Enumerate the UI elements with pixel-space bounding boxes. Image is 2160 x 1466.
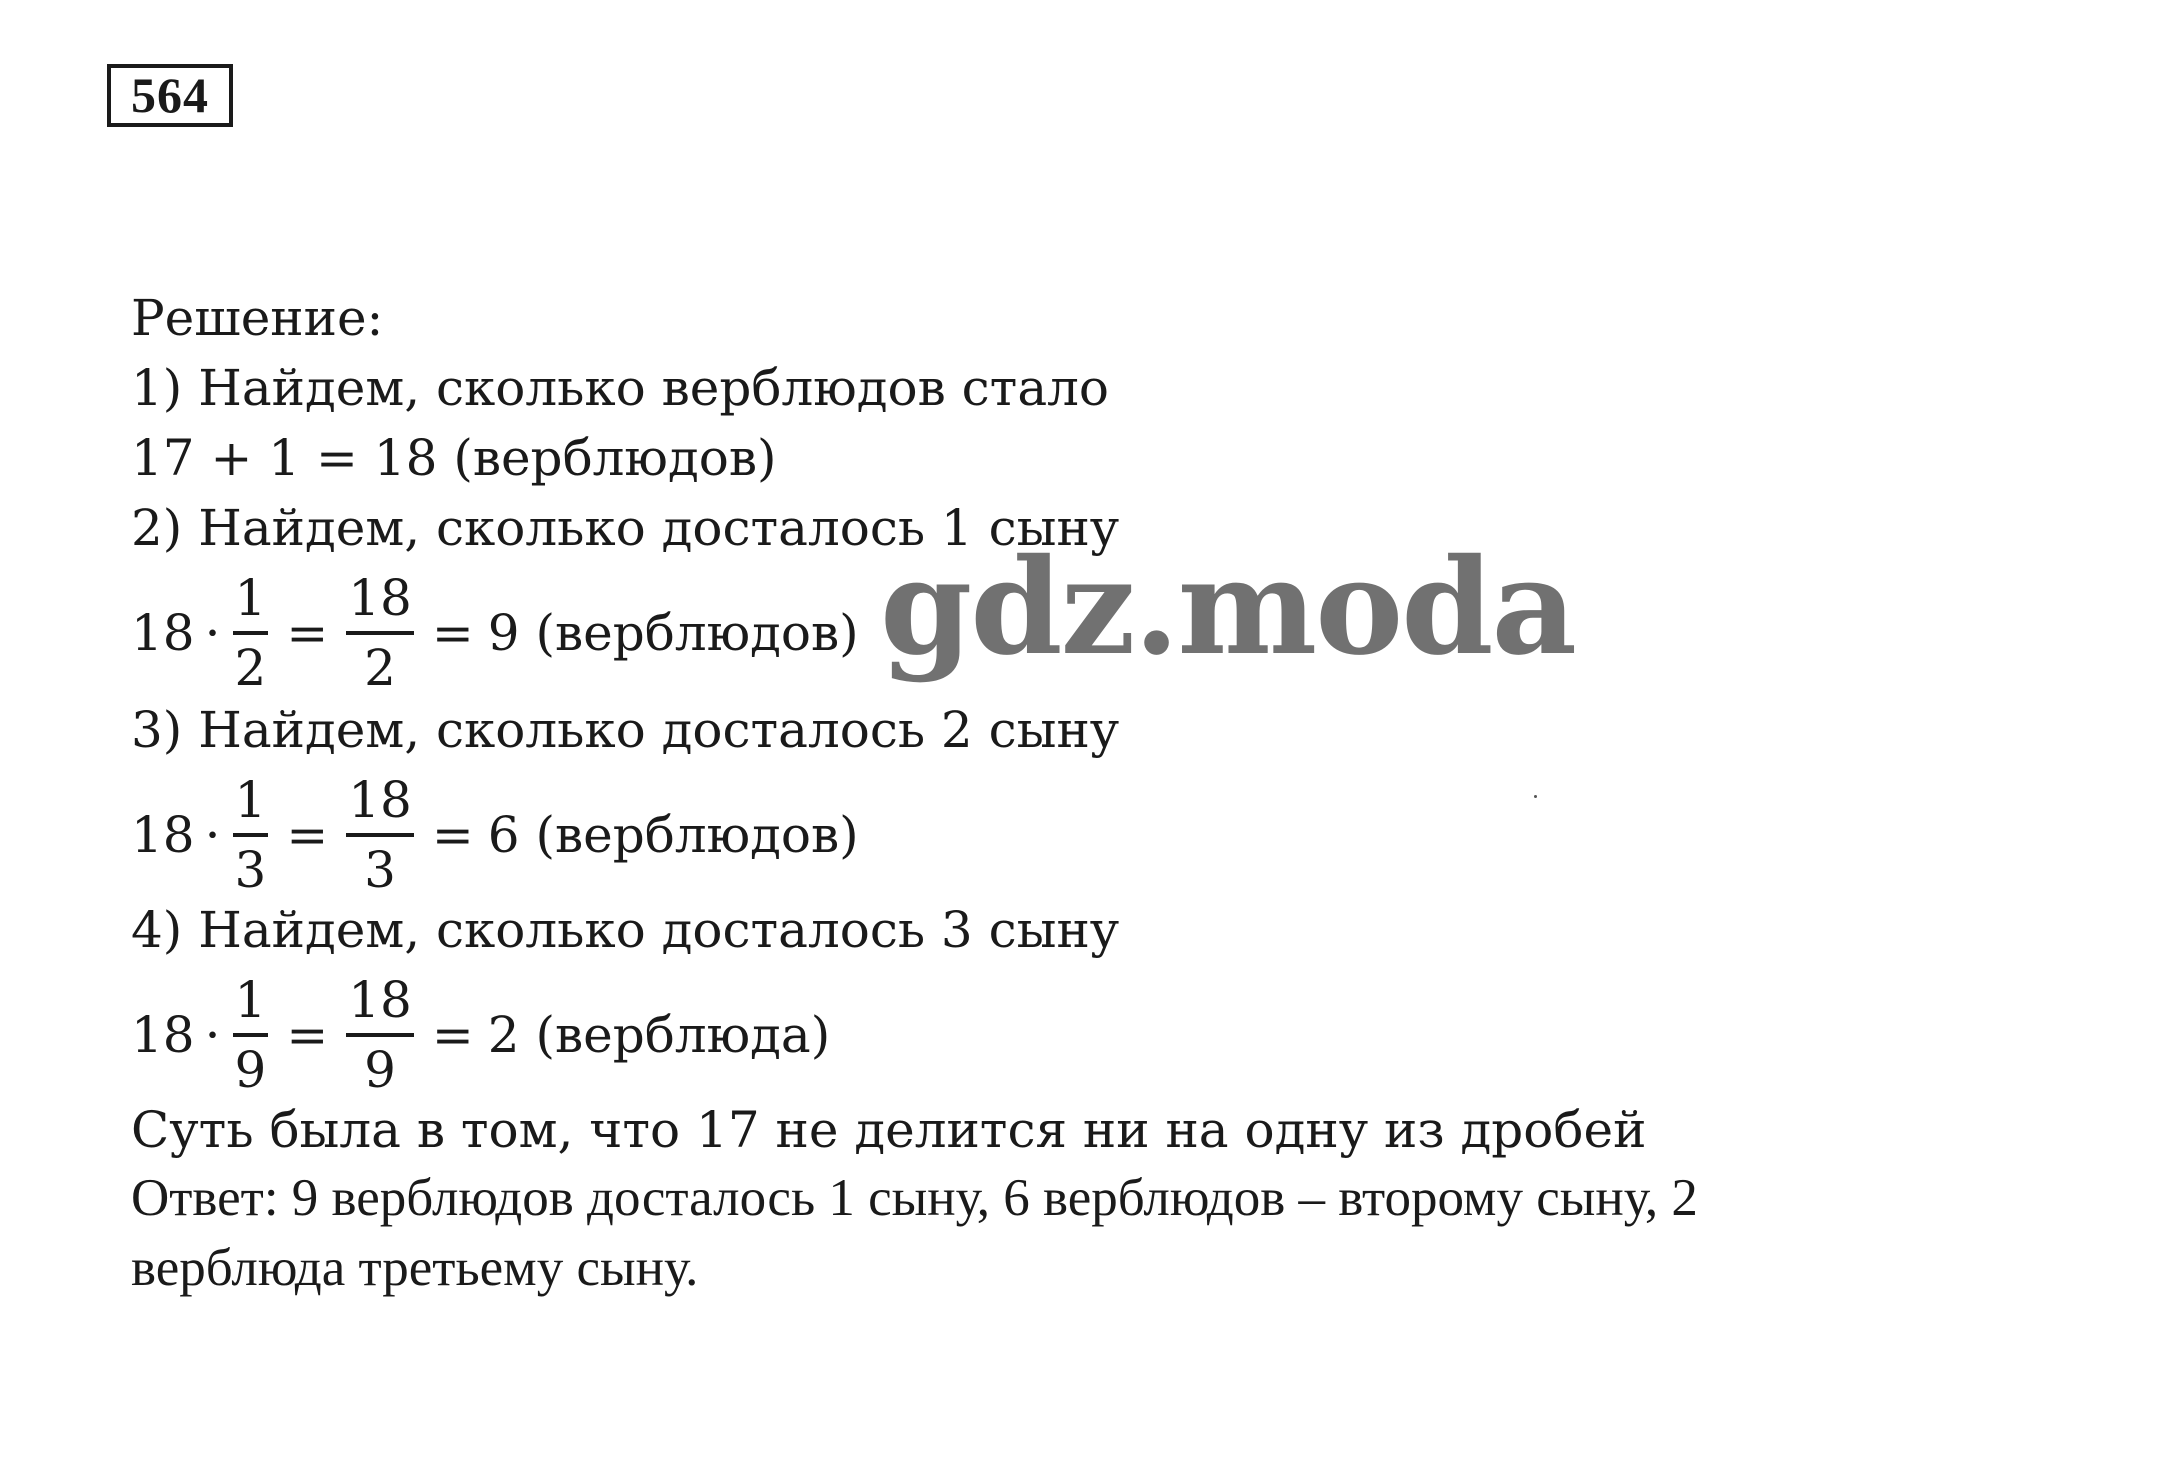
conclusion-text: Суть была в том, что 17 не делится ни на одну из дробей (131, 1101, 1647, 1159)
scan-speck (1534, 795, 1537, 798)
denominator: 2 (234, 639, 267, 697)
denominator: 9 (234, 1041, 267, 1099)
numerator: 1 (234, 569, 267, 627)
step3-fraction-1 (233, 771, 269, 899)
step2-multiplier: 18 (131, 604, 195, 662)
step1-equation: 17 + 1 = 18 (верблюдов) (131, 429, 777, 487)
step3-equation (131, 770, 859, 900)
equals-sign: = (431, 1006, 474, 1064)
step4-multiplier: 18 (131, 1006, 195, 1064)
step3-multiplier: 18 (131, 806, 195, 864)
task-number-box: 564 (107, 64, 233, 127)
step4-text: 4) Найдем, сколько досталось 3 сыну (131, 901, 1120, 959)
answer-line-2: верблюда третьему сыну. (131, 1239, 699, 1297)
step4-result: 2 (верблюда) (487, 1006, 831, 1064)
denominator: 9 (364, 1041, 396, 1099)
denominator: 3 (364, 841, 396, 899)
equals-sign: = (286, 604, 329, 662)
step4-fraction-1 (233, 971, 269, 1099)
numerator: 1 (234, 971, 267, 1029)
step1-text: 1) Найдем, сколько верблюдов стало (131, 359, 1110, 417)
step3-text: 3) Найдем, сколько досталось 2 сыну (131, 701, 1120, 759)
multiply-dot: · (204, 604, 221, 662)
step2-text: 2) Найдем, сколько досталось 1 сыну (131, 499, 1120, 557)
step3-fraction-2 (346, 771, 414, 899)
solution-label: Решение: (131, 289, 384, 347)
step2-fraction-1 (233, 569, 269, 697)
numerator: 18 (348, 971, 412, 1029)
numerator: 1 (234, 771, 267, 829)
multiply-dot: · (204, 806, 221, 864)
step3-result: 6 (верблюдов) (487, 806, 859, 864)
step2-result: 9 (верблюдов) (487, 604, 859, 662)
watermark-logo: gdz.moda (880, 530, 1576, 685)
answer-line-1: Ответ: 9 верблюдов досталось 1 сыну, 6 верблюдов – второму сыну, 2 (131, 1169, 1698, 1227)
equals-sign: = (431, 806, 474, 864)
denominator: 2 (364, 639, 396, 697)
numerator: 18 (348, 771, 412, 829)
denominator: 3 (234, 841, 267, 899)
step2-fraction-2 (346, 569, 414, 697)
equals-sign: = (286, 1006, 329, 1064)
equals-sign: = (286, 806, 329, 864)
step2-equation (131, 568, 859, 698)
step4-fraction-2 (346, 971, 414, 1099)
numerator: 18 (348, 569, 412, 627)
step4-equation (131, 970, 830, 1100)
multiply-dot: · (204, 1006, 221, 1064)
equals-sign: = (431, 604, 474, 662)
